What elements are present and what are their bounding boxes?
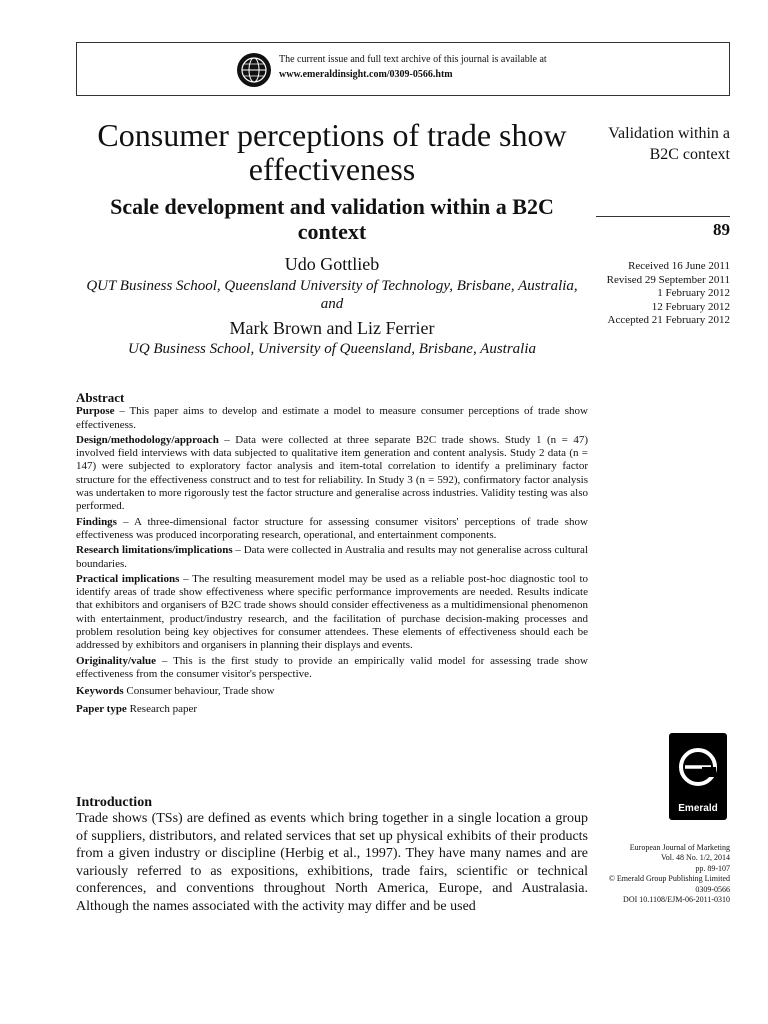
section-text: – This paper aims to develop and estimate a model to measure consumer perceptions of trade show effectiveness. <box>76 405 588 431</box>
abstract-section-design <box>76 434 588 514</box>
emerald-logo <box>669 733 727 820</box>
notice-text: The current issue and full text archive of this journal is available at <box>279 54 547 65</box>
section-label: Purpose <box>76 405 115 418</box>
abstract-heading: Abstract <box>76 390 125 405</box>
journal-info-line: 0309-0566 <box>695 884 730 894</box>
abstract-section-limitations <box>76 544 588 571</box>
section-text: – The resulting measurement model may be used as a reliable post-hoc diagnostic tool to identify areas of trade show effectiveness where specific performance improvements are needed. Results indicate that exhibitors and organisers of B2C trade shows should consider effectiveness as a multidimensional phenomenon with entertainment, product/industry research, and the facilitation of purchase decision-making processes and problem resolution being key objectives for consumer attendees. These elements of effectiveness should each be addressed by exhibitors and organisers in planning their displays and events. <box>76 572 589 652</box>
author-affiliation: QUT Business School, Queensland University of Technology, Brisbane, Australia, and <box>86 278 578 312</box>
section-label: Design/methodology/approach <box>76 433 219 446</box>
paper-type-label: Paper type <box>76 702 127 715</box>
author-affiliation: UQ Business School, University of Queensland, Brisbane, Australia <box>127 341 537 357</box>
history-line: Revised 29 September 2011 <box>606 273 730 286</box>
section-text: – A three-dimensional factor structure for assessing consumer visitors' perceptions of trade show effectiveness was produced incorporating research, operational, and entertainment components. <box>76 515 588 541</box>
author-name: Udo Gottlieb <box>284 254 380 274</box>
journal-url-link[interactable]: www.emeraldinsight.com/0309-0566.htm <box>279 69 453 80</box>
introduction-heading: Introduction <box>76 795 152 810</box>
submission-history <box>570 260 730 328</box>
author-name: Mark Brown and Liz Ferrier <box>229 318 435 338</box>
journal-info-line: European Journal of Marketing <box>629 843 730 852</box>
emerald-e-icon <box>669 733 727 803</box>
journal-info-line: Vol. 48 No. 1/2, 2014 <box>661 853 730 863</box>
emerald-logo-text: Emerald <box>678 803 718 814</box>
journal-info-line: pp. 89-107 <box>695 863 730 873</box>
page-number: 89 <box>713 220 730 239</box>
keywords-label: Keywords <box>76 685 124 698</box>
section-text: – Data were collected at three separate B2C trade shows. Study 1 (n = 47) involved field interviews with data subjected to qualitative item generation and content analysis. Study 2 data (n = 147) were subjected to exploratory factor analysis and item-total correlation to identify a preliminary factor structure for the effectiveness construct and to test for reliability. In Study 3 (n = 592), confirmatory factor analysis was undertaken to more rigorously test the factor structure and generalise across industries. Validity testing was also performed. <box>76 433 588 513</box>
abstract <box>76 391 588 716</box>
article-title: Consumer perceptions of trade show effectiveness <box>97 117 567 187</box>
abstract-section-originality <box>76 655 588 682</box>
journal-notice-box <box>76 42 730 96</box>
globe-icon <box>237 53 271 87</box>
section-text: – Data were collected in Australia and results may not generalise across cultural boundaries. <box>76 544 588 570</box>
paper-type <box>76 703 588 716</box>
history-line: Accepted 21 February 2012 <box>607 314 730 326</box>
journal-info-line: © Emerald Group Publishing Limited <box>608 874 730 884</box>
running-head: Validation within a B2C context <box>608 125 730 163</box>
history-line: Received 16 June 2011 <box>628 260 730 272</box>
section-label: Practical implications <box>76 572 180 585</box>
article-subtitle: Scale development and validation within a B2C context <box>110 194 554 244</box>
abstract-section-findings <box>76 516 588 543</box>
keywords <box>76 685 588 698</box>
paper-type-text: Research paper <box>126 702 198 715</box>
section-label: Findings <box>76 515 117 528</box>
section-label: Research limitations/implications <box>76 544 233 557</box>
margin-divider <box>596 216 730 217</box>
history-line: 1 February 2012 <box>657 287 730 299</box>
abstract-section-purpose <box>76 405 588 432</box>
introduction-text: Trade shows (TSs) are defined as events which bring together in a single location a group of suppliers, distributors, and related services that set up physical exhibits of their products from a given industry or discipline (Herbig et al., 1997). They have many names and are variously referred to as expositions, exhibitions, trade fairs, scientific or technical conferences, and conventions throughout North America, Europe, and Australasia. Although the names associated with the activity may differ and be used <box>76 811 588 914</box>
journal-info-line: DOI 10.1108/EJM-06-2011-0310 <box>623 895 730 905</box>
abstract-section-practical <box>76 573 588 653</box>
section-label: Originality/value <box>76 654 157 667</box>
history-line: 12 February 2012 <box>651 300 730 313</box>
keywords-text: Consumer behaviour, Trade show <box>123 685 275 698</box>
section-text: – This is the first study to provide an empirically valid model for assessing trade show effectiveness from the consumer visitor's perspective. <box>76 654 588 680</box>
